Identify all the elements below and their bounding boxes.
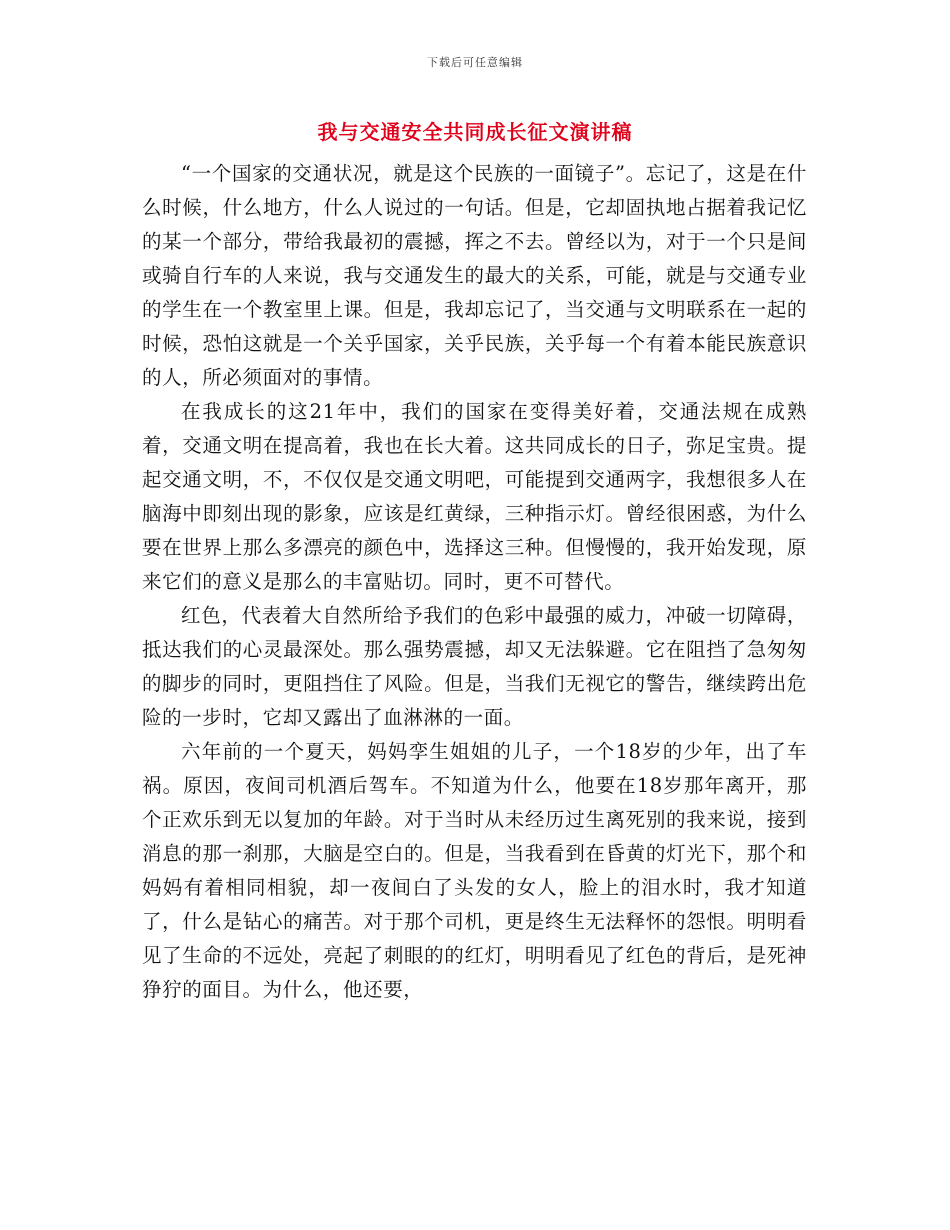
paragraph-1: “一个国家的交通状况，就是这个民族的一面镜子”。忘记了，这是在什么时候，什么地方，什么人说过的一句话。但是，它却固执地占据着我记忆的某一个部分，带给我最初的震撼，挥之不去。曾经以为，对于一个只是间或骑自行车的人来说，我与交通发生的最大的关系，可能，就是与交通专业的学生在一个教室里上课。但是，我却忘记了，当交通与文明联系在一起的时候，恐怕这就是一个关乎国家，关乎民族，关乎每一个有着本能民族意识的人，所必须面对的事情。 <box>142 162 807 389</box>
paragraph-3: 红色，代表着大自然所给予我们的色彩中最强的威力，冲破一切障碍，抵达我们的心灵最深处。那么强势震撼，却又无法躲避。它在阻挡了急匆匆的脚步的同时，更阻挡住了风险。但是，当我们无视它的警告，继续跨出危险的一步时，它却又露出了血淋淋的一面。 <box>142 604 807 729</box>
document-title: 我与交通安全共同成长征文演讲稿 <box>317 120 633 144</box>
paragraph-2: 在我成长的这21年中，我们的国家在变得美好着，交通法规在成熟着，交通文明在提高着，我也在长大着。这共同成长的日子，弥足宝贵。提起交通文明，不，不仅仅是交通文明吧，可能提到交通两字，我想很多人在脑海中即刻出现的影象，应该是红黄绿，三种指示灯。曾经很困惑，为什么要在世界上那么多漂亮的颜色中，选择这三种。但慢慢的，我开始发现，原来它们的意义是那么的丰富贴切。同时，更不可替代。 <box>142 400 807 593</box>
document-body <box>142 157 807 1007</box>
paragraph-4: 六年前的一个夏天，妈妈孪生姐姐的儿子，一个18岁的少年，出了车祸。原因，夜间司机酒后驾车。不知道为什么，他要在18岁那年离开，那个正欢乐到无以复加的年龄。对于当时从未经历过生离死别的我来说，接到消息的那一刹那，大脑是空白的。但是，当我看到在昏黄的灯光下，那个和妈妈有着相同相貌，却一夜间白了头发的女人，脸上的泪水时，我才知道了，什么是钻心的痛苦。对于那个司机，更是终生无法释怀的怨恨。明明看见了生命的不远处，亮起了刺眼的的红灯，明明看见了红色的背后，是死神狰狞的面目。为什么，他还要， <box>142 740 807 1001</box>
header-note: 下载后可任意编辑 <box>427 56 523 69</box>
